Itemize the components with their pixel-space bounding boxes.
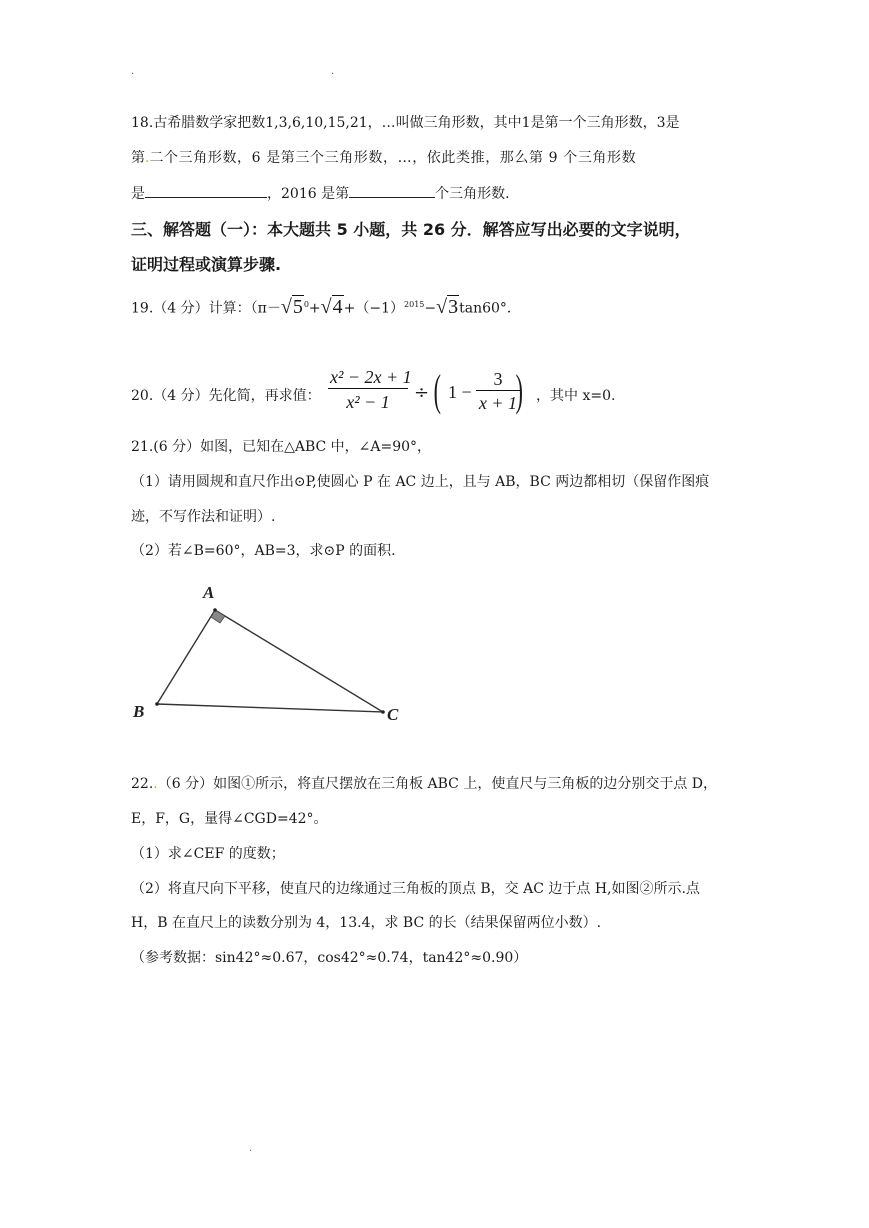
header-mark-right: . (331, 66, 335, 77)
q20-one-minus: 1 − (448, 382, 472, 402)
vertex-a (213, 608, 217, 612)
q19-prefix: 19.（4 分）计算：（π－ (131, 300, 281, 317)
section-3-line1: 三、解答题（一）：本大题共 5 小题，共 26 分．解答应写出必要的文字说明， (131, 220, 691, 239)
q18-line2-rest: 二个三角形数，6 是第三个三角形数，…，依此类推，那么第 9 个三角形数 (149, 150, 637, 166)
q18-orange-dot: . (145, 150, 150, 166)
header-mark-left: . (131, 66, 135, 77)
q19-exp-2015: 2015 (404, 300, 425, 309)
q20-left-paren: ( (433, 366, 441, 415)
q19-mid: +（−1） (343, 300, 405, 317)
q20-numerator: x² − 2x + 1 (330, 367, 412, 387)
triangle-abc-figure (125, 578, 415, 728)
q18-line3-end: 个三角形数. (435, 186, 510, 202)
footer-mark: . (249, 1143, 253, 1154)
q22-line2: E，F，G，量得∠CGD=42°。 (131, 811, 328, 827)
q20-prefix: 20.（4 分）先化简，再求值： (131, 388, 321, 404)
q20-div-sign: ÷ (414, 382, 430, 403)
q20-main-fraction (328, 366, 412, 415)
q22-line5: H，B 在直尺上的读数分别为 4，13.4，求 BC 的长（结果保留两位小数）. (131, 915, 602, 931)
q18-line3-start: 是 (131, 186, 145, 202)
q22-number: 22. (131, 776, 154, 792)
q19-minus: − (424, 300, 437, 317)
q20-inner-numerator: 3 (476, 368, 520, 391)
label-a: A (203, 583, 215, 602)
q20-suffix: ，其中 x=0. (536, 388, 616, 404)
side-ac (215, 610, 383, 712)
side-ab (157, 610, 215, 704)
q21-line3: 迹，不写作法和证明）. (131, 509, 276, 525)
q19-suffix: tan60°． (459, 300, 521, 317)
label-c: C (387, 705, 399, 724)
q19-sqrt4: √ 4 (320, 295, 343, 318)
section-3-line2: 证明过程或演算步骤. (131, 255, 282, 274)
question-19 (131, 291, 521, 323)
vertex-c (381, 710, 385, 714)
q18-line2-start: 第 (131, 150, 145, 166)
q22-line1-text: （6 分）如图①所示，将直尺摆放在三角板 ABC 上，使直尺与三角板的边分别交于点 D， (157, 776, 718, 792)
label-b: B (133, 702, 145, 721)
q20-denominator: x² − 1 (346, 392, 390, 412)
q18-answer-blank-2[interactable] (349, 183, 435, 198)
q18-answer-blank-1[interactable] (145, 183, 267, 198)
q20-inner-denominator: x + 1 (478, 393, 518, 413)
q22-line1 (131, 774, 717, 794)
q18-line3 (131, 183, 510, 204)
q18-line3-mid: ，2016 是第 (267, 186, 350, 202)
q22-orange-dot: . (153, 776, 158, 792)
q18-line1: 18.古希腊数学家把数1,3,6,10,15,21，…叫做三角形数，其中1是第一个三角形数，3是 (131, 115, 680, 131)
q20-right-paren: ) (515, 366, 523, 415)
q18-line2 (131, 148, 636, 168)
vertex-b (155, 702, 159, 706)
q21-line2: （1）请用圆规和直尺作出⊙P,使圆心 P 在 AC 边上，且与 AB，BC 两边都相切（保留作图痕 (131, 474, 710, 490)
q19-plus: + (308, 300, 321, 317)
q22-line3: （1）求∠CEF 的度数； (131, 846, 285, 862)
q22-line6: （参考数据：sin42°≈0.67，cos42°≈0.74，tan42°≈0.90） (131, 950, 528, 966)
q19-exp-0: 0 (303, 300, 309, 309)
side-bc (157, 704, 383, 712)
q22-line4: （2）将直尺向下平移，使直尺的边缘通过三角板的顶点 B，交 AC 边于点 H,如图②所示.点 (131, 881, 700, 897)
q21-line1: 21.(6 分）如图，已知在△ABC 中，∠A=90°， (131, 439, 432, 455)
q19-sqrt5: √ 5 (280, 295, 303, 318)
q21-line4: （2）若∠B=60°，AB=3，求⊙P 的面积. (131, 543, 396, 559)
q19-sqrt3: √ 3 (436, 295, 459, 318)
q20-inner-fraction (476, 368, 520, 415)
